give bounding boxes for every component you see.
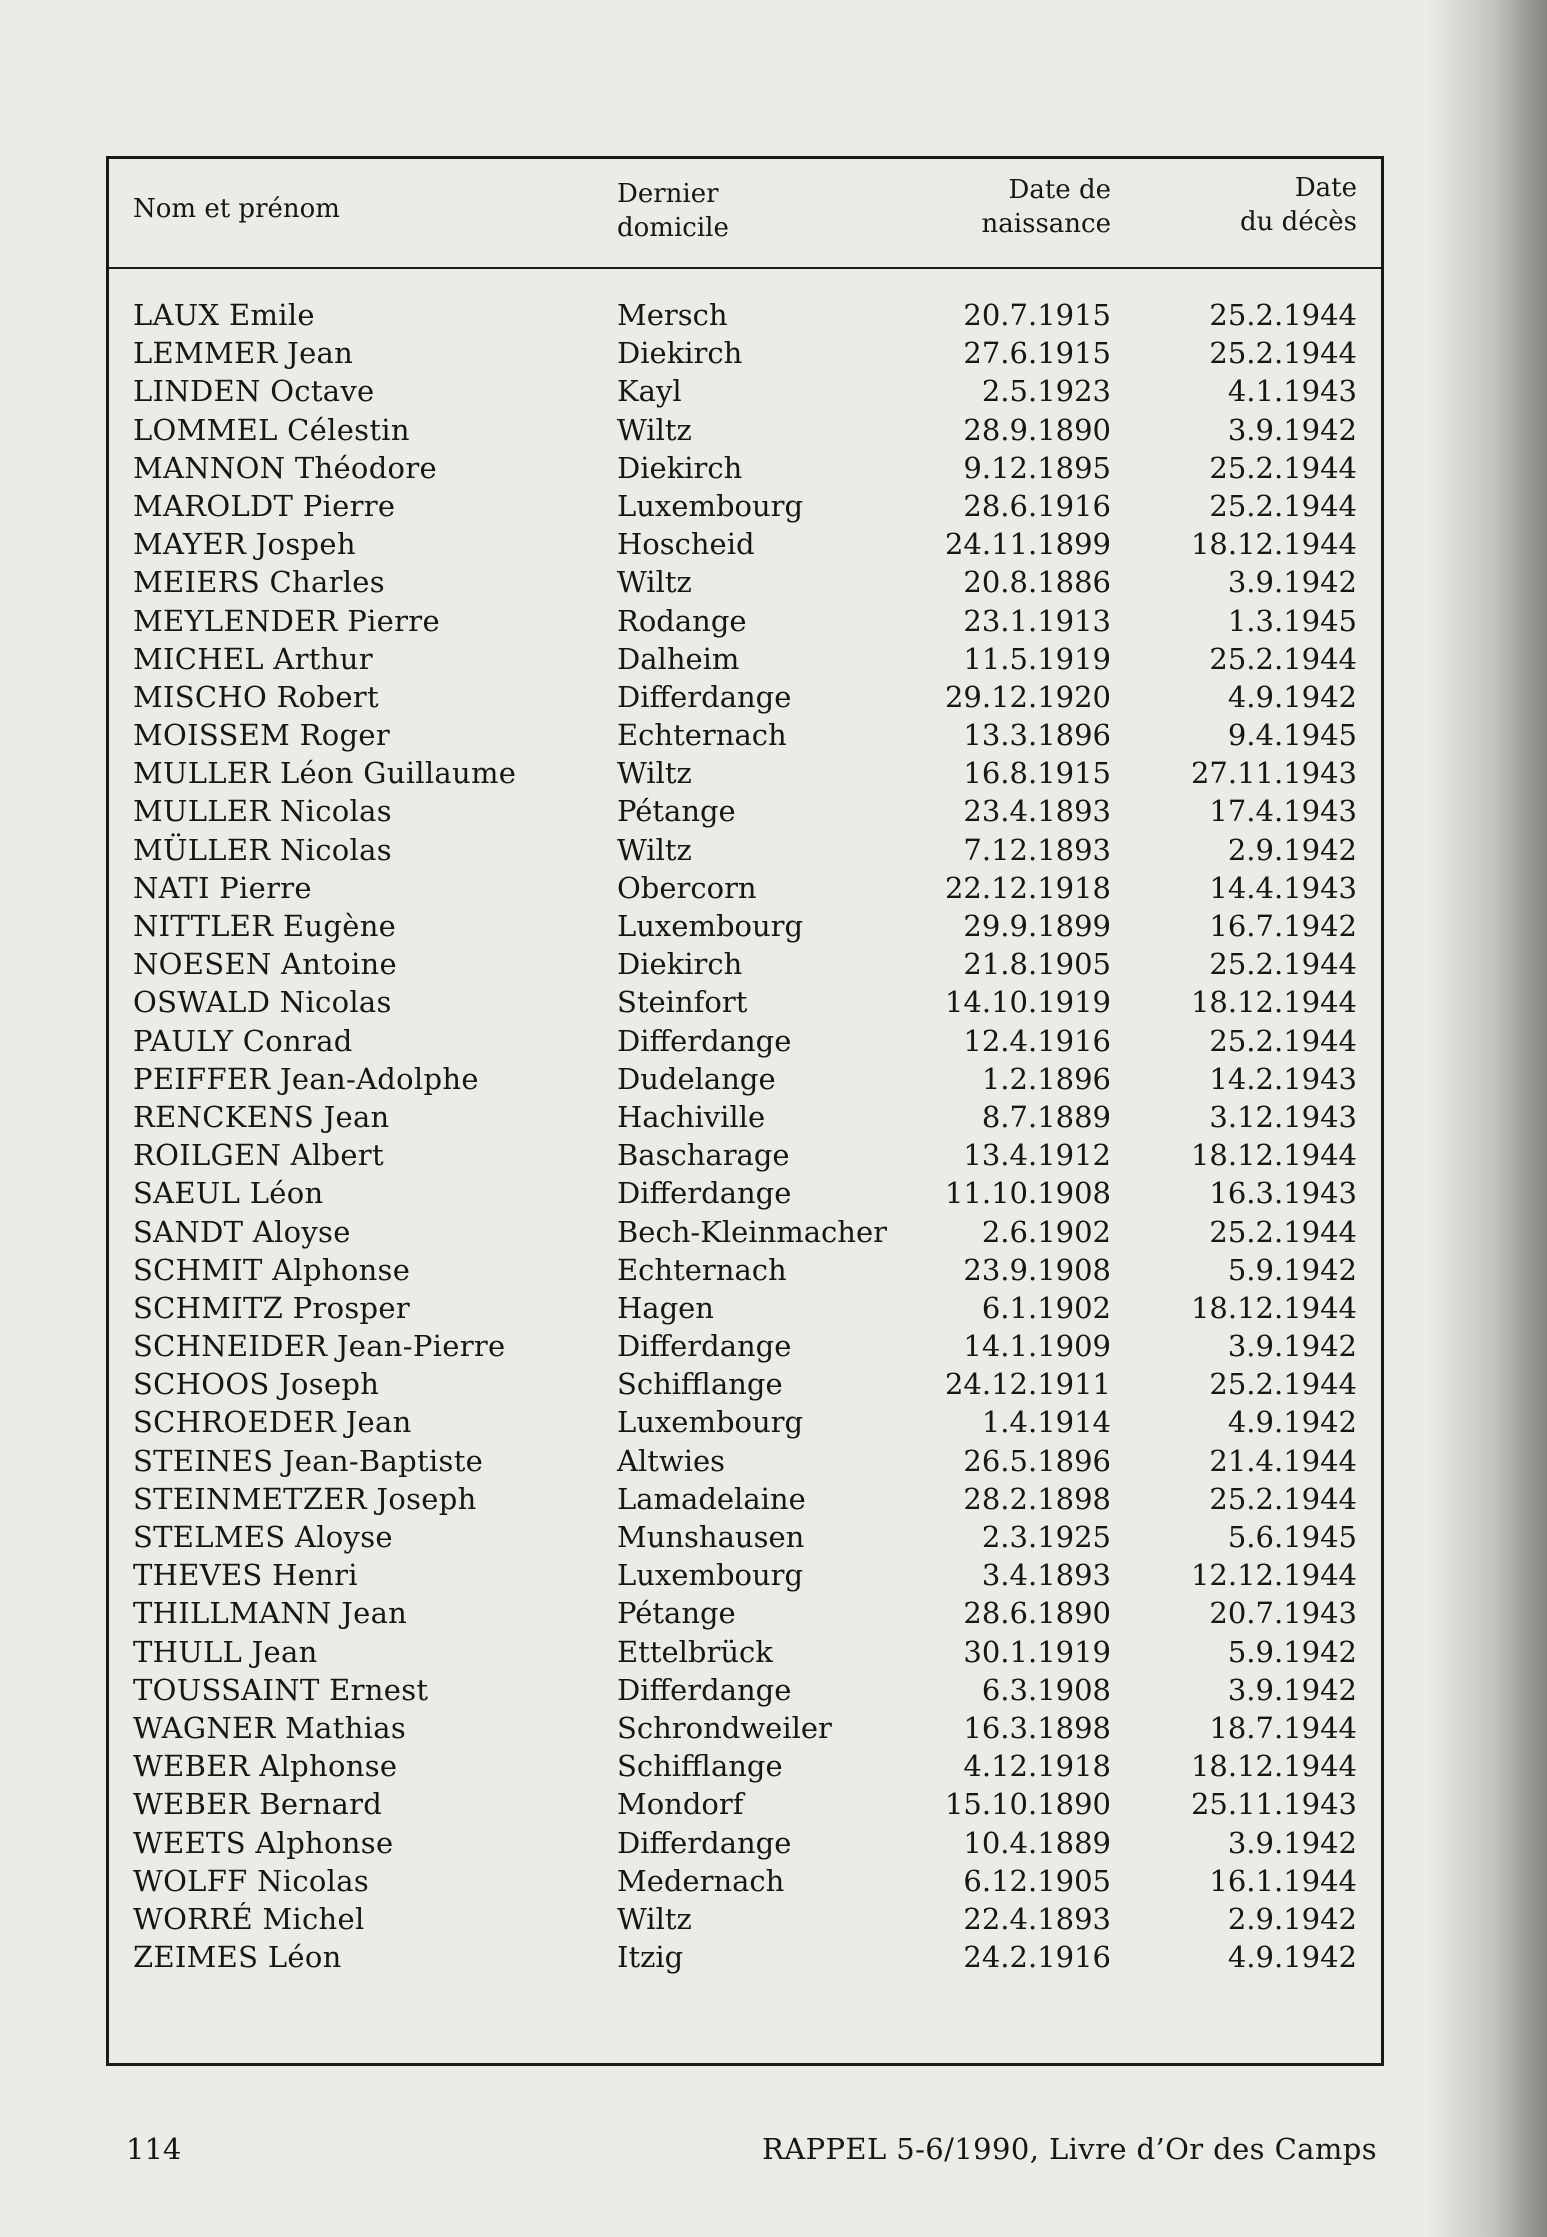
last-domicile: Echternach <box>617 718 787 753</box>
last-domicile: Luxembourg <box>617 488 804 523</box>
person-name: PEIFFER Jean-Adolphe <box>133 1061 479 1096</box>
birth-date: 2.5.1923 <box>981 374 1111 409</box>
death-date: 3.9.1942 <box>1227 1672 1357 1707</box>
birth-date: 6.1.1902 <box>981 1290 1111 1325</box>
birth-date: 22.4.1893 <box>963 1901 1111 1936</box>
last-domicile: Echternach <box>617 1252 787 1287</box>
birth-date: 28.6.1916 <box>963 488 1111 523</box>
person-name: SCHMIT Alphonse <box>133 1252 411 1287</box>
table-row <box>109 678 1381 716</box>
table-row <box>109 487 1381 525</box>
person-name: THULL Jean <box>133 1634 318 1669</box>
birth-date: 13.4.1912 <box>963 1138 1111 1173</box>
person-name: ZEIMES Léon <box>133 1940 342 1975</box>
death-date: 18.12.1944 <box>1190 1138 1357 1173</box>
birth-date: 1.2.1896 <box>981 1061 1111 1096</box>
death-date: 16.1.1944 <box>1209 1863 1357 1898</box>
last-domicile: Diekirch <box>617 336 743 371</box>
birth-date: 16.3.1898 <box>963 1710 1111 1745</box>
last-domicile: Itzig <box>617 1940 684 1975</box>
table-row <box>109 1594 1381 1632</box>
death-date: 3.9.1942 <box>1227 565 1357 600</box>
person-name: NITTLER Eugène <box>133 909 397 943</box>
person-name: TOUSSAINT Ernest <box>133 1672 429 1707</box>
birth-date: 30.1.1919 <box>963 1634 1111 1669</box>
person-name: WORRÉ Michel <box>133 1901 365 1936</box>
person-name: STEINES Jean-Baptiste <box>133 1443 484 1478</box>
table-row <box>109 1900 1381 1938</box>
death-date: 2.9.1942 <box>1227 832 1357 867</box>
death-date: 20.7.1943 <box>1209 1596 1357 1631</box>
last-domicile: Differdange <box>617 1023 792 1058</box>
last-domicile: Differdange <box>617 1176 792 1211</box>
table-row <box>109 1174 1381 1212</box>
birth-date: 11.5.1919 <box>963 641 1111 676</box>
person-name: MOISSEM Roger <box>133 718 391 753</box>
birth-date: 23.9.1908 <box>963 1252 1111 1287</box>
person-name: MAYER Jospeh <box>133 527 356 562</box>
death-date: 3.9.1942 <box>1227 1825 1357 1860</box>
death-date: 25.2.1944 <box>1209 450 1357 485</box>
birth-date: 28.6.1890 <box>963 1596 1111 1631</box>
last-domicile: Pétange <box>617 1596 736 1631</box>
last-domicile: Differdange <box>617 1329 792 1364</box>
death-date: 27.11.1943 <box>1190 756 1357 791</box>
person-name: MULLER Léon Guillaume <box>133 756 517 791</box>
birth-date: 13.3.1896 <box>963 718 1111 753</box>
death-date: 1.3.1945 <box>1227 603 1357 638</box>
table-row <box>109 525 1381 563</box>
last-domicile: Pétange <box>617 794 736 829</box>
last-domicile: Dudelange <box>617 1061 776 1096</box>
person-name: WEETS Alphonse <box>133 1825 394 1860</box>
person-name: SCHMITZ Prosper <box>133 1290 411 1325</box>
table-row <box>109 563 1381 601</box>
last-domicile: Ettelbrück <box>617 1634 773 1669</box>
death-date: 4.9.1942 <box>1227 1405 1357 1440</box>
table-row <box>109 1403 1381 1441</box>
birth-date: 4.12.1918 <box>963 1749 1111 1784</box>
person-name: MANNON Théodore <box>133 450 437 485</box>
birth-date: 21.8.1905 <box>963 947 1111 982</box>
person-name: NATI Pierre <box>133 870 312 905</box>
last-domicile: Lamadelaine <box>617 1481 806 1516</box>
person-name: SCHOOS Joseph <box>133 1367 380 1402</box>
death-date: 14.2.1943 <box>1209 1061 1357 1096</box>
death-date: 18.7.1944 <box>1209 1710 1357 1745</box>
last-domicile: Schrondweiler <box>617 1710 832 1745</box>
person-name: LOMMEL Célestin <box>133 412 410 447</box>
person-name: MULLER Nicolas <box>133 794 392 829</box>
last-domicile: Luxembourg <box>617 909 804 943</box>
person-name: LAUX Emile <box>133 298 315 332</box>
death-date: 25.2.1944 <box>1209 1367 1357 1402</box>
person-name: SAEUL Léon <box>133 1176 324 1211</box>
birth-date: 20.7.1915 <box>963 298 1111 332</box>
last-domicile: Luxembourg <box>617 1405 804 1440</box>
table-row <box>109 411 1381 449</box>
death-date: 5.9.1942 <box>1227 1252 1357 1287</box>
birth-date: 1.4.1914 <box>981 1405 1111 1440</box>
birth-date: 28.2.1898 <box>963 1481 1111 1516</box>
header-name: Nom et prénom <box>133 194 340 224</box>
birth-date: 24.11.1899 <box>944 527 1111 562</box>
last-domicile: Bech-Kleinmacher <box>617 1214 887 1249</box>
birth-date: 9.12.1895 <box>963 450 1111 485</box>
header-death-date: Date du décès <box>1240 173 1357 237</box>
table-row <box>109 831 1381 869</box>
page-number: 114 <box>126 2132 182 2166</box>
birth-date: 26.5.1896 <box>963 1443 1111 1478</box>
person-name: WOLFF Nicolas <box>133 1863 369 1898</box>
table-row <box>109 1251 1381 1289</box>
person-name: LEMMER Jean <box>133 336 354 371</box>
last-domicile: Altwies <box>617 1443 726 1478</box>
person-name: MEYLENDER Pierre <box>133 603 440 638</box>
birth-date: 7.12.1893 <box>963 832 1111 867</box>
last-domicile: Mondorf <box>617 1787 744 1822</box>
birth-date: 2.3.1925 <box>981 1520 1111 1554</box>
death-date: 25.2.1944 <box>1209 1481 1357 1516</box>
table-header <box>109 159 1381 269</box>
birth-date: 29.9.1899 <box>963 909 1111 943</box>
table-row <box>109 602 1381 640</box>
person-name: MEIERS Charles <box>133 565 385 600</box>
person-name: THILLMANN Jean <box>133 1596 408 1631</box>
table-row <box>109 1480 1381 1518</box>
table-row <box>109 640 1381 678</box>
death-date: 14.4.1943 <box>1209 870 1357 905</box>
birth-date: 22.12.1918 <box>944 870 1111 905</box>
birth-date: 6.12.1905 <box>963 1863 1111 1898</box>
last-domicile: Mersch <box>617 298 728 332</box>
death-date: 18.12.1944 <box>1190 985 1357 1020</box>
table-row <box>109 792 1381 830</box>
death-date: 2.9.1942 <box>1227 1901 1357 1936</box>
death-date: 21.4.1944 <box>1209 1443 1357 1478</box>
birth-date: 12.4.1916 <box>963 1023 1111 1058</box>
table-row <box>109 334 1381 372</box>
last-domicile: Kayl <box>617 374 682 409</box>
table-row <box>109 372 1381 410</box>
birth-date: 16.8.1915 <box>963 756 1111 791</box>
table-row <box>109 1709 1381 1747</box>
table-row <box>109 945 1381 983</box>
table-row <box>109 1327 1381 1365</box>
death-date: 25.2.1944 <box>1209 298 1357 332</box>
last-domicile: Dalheim <box>617 641 740 676</box>
last-domicile: Munshausen <box>617 1520 805 1554</box>
death-date: 18.12.1944 <box>1190 1290 1357 1325</box>
last-domicile: Wiltz <box>617 832 692 867</box>
person-name: MISCHO Robert <box>133 679 379 714</box>
table-row <box>109 1938 1381 1976</box>
table-row <box>109 1022 1381 1060</box>
person-name: SANDT Aloyse <box>133 1214 351 1249</box>
death-date: 18.12.1944 <box>1190 527 1357 562</box>
last-domicile: Schifflange <box>617 1367 783 1402</box>
birth-date: 24.2.1916 <box>963 1940 1111 1975</box>
death-date: 16.7.1942 <box>1209 909 1357 943</box>
person-name: MAROLDT Pierre <box>133 488 396 523</box>
death-date: 17.4.1943 <box>1209 794 1357 829</box>
table-row <box>109 1289 1381 1327</box>
table-row <box>109 1213 1381 1251</box>
last-domicile: Wiltz <box>617 756 692 791</box>
death-date: 25.2.1944 <box>1209 1214 1357 1249</box>
death-date: 4.9.1942 <box>1227 1940 1357 1975</box>
death-date: 25.11.1943 <box>1190 1787 1357 1822</box>
table-row <box>109 1862 1381 1900</box>
birth-date: 3.4.1893 <box>981 1558 1111 1593</box>
table-row <box>109 1556 1381 1594</box>
person-name: PAULY Conrad <box>133 1023 353 1058</box>
table-row <box>109 1824 1381 1862</box>
page-binding-shadow <box>1427 0 1547 2237</box>
table-row <box>109 869 1381 907</box>
death-date: 3.9.1942 <box>1227 412 1357 447</box>
person-name: OSWALD Nicolas <box>133 985 392 1020</box>
last-domicile: Hoscheid <box>617 527 755 562</box>
table-row <box>109 983 1381 1021</box>
person-name: WEBER Bernard <box>133 1787 383 1822</box>
last-domicile: Schifflange <box>617 1749 783 1784</box>
last-domicile: Wiltz <box>617 565 692 600</box>
table-body <box>109 296 1381 1976</box>
person-name: WAGNER Mathias <box>133 1710 407 1745</box>
death-date: 16.3.1943 <box>1209 1176 1357 1211</box>
table-row <box>109 907 1381 945</box>
table-row <box>109 1365 1381 1403</box>
last-domicile: Hachiville <box>617 1099 766 1134</box>
death-date: 5.9.1942 <box>1227 1634 1357 1669</box>
person-name: WEBER Alphonse <box>133 1749 398 1784</box>
person-name: SCHROEDER Jean <box>133 1405 412 1440</box>
death-date: 12.12.1944 <box>1190 1558 1357 1593</box>
person-name: SCHNEIDER Jean-Pierre <box>133 1329 506 1364</box>
last-domicile: Obercorn <box>617 870 757 905</box>
header-domicile: Dernier domicile <box>617 179 729 243</box>
death-date: 25.2.1944 <box>1209 641 1357 676</box>
death-date: 9.4.1945 <box>1227 718 1357 753</box>
source-citation: RAPPEL 5-6/1990, Livre d’Or des Camps <box>762 2132 1378 2166</box>
table-row <box>109 1671 1381 1709</box>
birth-date: 23.4.1893 <box>963 794 1111 829</box>
death-date: 5.6.1945 <box>1227 1520 1357 1554</box>
table-row <box>109 1518 1381 1556</box>
last-domicile: Bascharage <box>617 1138 790 1173</box>
person-name: LINDEN Octave <box>133 374 375 409</box>
table-row <box>109 1747 1381 1785</box>
table-row <box>109 1785 1381 1823</box>
memorial-table <box>106 156 1384 2066</box>
person-name: STELMES Aloyse <box>133 1520 393 1554</box>
birth-date: 24.12.1911 <box>944 1367 1111 1402</box>
birth-date: 28.9.1890 <box>963 412 1111 447</box>
person-name: NOESEN Antoine <box>133 947 397 982</box>
last-domicile: Diekirch <box>617 450 743 485</box>
birth-date: 23.1.1913 <box>963 603 1111 638</box>
table-row <box>109 754 1381 792</box>
table-row <box>109 1098 1381 1136</box>
person-name: RENCKENS Jean <box>133 1099 390 1134</box>
birth-date: 14.1.1909 <box>963 1329 1111 1364</box>
last-domicile: Differdange <box>617 1825 792 1860</box>
birth-date: 8.7.1889 <box>981 1099 1111 1134</box>
last-domicile: Luxembourg <box>617 1558 804 1593</box>
last-domicile: Differdange <box>617 1672 792 1707</box>
person-name: ROILGEN Albert <box>133 1138 384 1173</box>
death-date: 3.12.1943 <box>1209 1099 1357 1134</box>
person-name: STEINMETZER Joseph <box>133 1481 477 1516</box>
birth-date: 2.6.1902 <box>981 1214 1111 1249</box>
death-date: 25.2.1944 <box>1209 947 1357 982</box>
last-domicile: Differdange <box>617 679 792 714</box>
death-date: 4.1.1943 <box>1227 374 1357 409</box>
last-domicile: Hagen <box>617 1290 714 1325</box>
birth-date: 11.10.1908 <box>944 1176 1111 1211</box>
death-date: 4.9.1942 <box>1227 679 1357 714</box>
birth-date: 20.8.1886 <box>963 565 1111 600</box>
death-date: 25.2.1944 <box>1209 488 1357 523</box>
last-domicile: Wiltz <box>617 412 692 447</box>
birth-date: 6.3.1908 <box>981 1672 1111 1707</box>
header-birth-date: Date de naissance <box>981 175 1111 239</box>
person-name: THEVES Henri <box>133 1558 358 1593</box>
table-row <box>109 1060 1381 1098</box>
last-domicile: Steinfort <box>617 985 748 1020</box>
person-name: MÜLLER Nicolas <box>133 832 392 867</box>
birth-date: 15.10.1890 <box>944 1787 1111 1822</box>
table-row <box>109 1442 1381 1480</box>
table-row <box>109 296 1381 334</box>
table-row <box>109 1136 1381 1174</box>
last-domicile: Rodange <box>617 603 747 638</box>
table-row <box>109 449 1381 487</box>
death-date: 25.2.1944 <box>1209 1023 1357 1058</box>
table-row <box>109 716 1381 754</box>
death-date: 18.12.1944 <box>1190 1749 1357 1784</box>
death-date: 3.9.1942 <box>1227 1329 1357 1364</box>
last-domicile: Wiltz <box>617 1901 692 1936</box>
birth-date: 29.12.1920 <box>944 679 1111 714</box>
birth-date: 14.10.1919 <box>944 985 1111 1020</box>
table-row <box>109 1633 1381 1671</box>
last-domicile: Diekirch <box>617 947 743 982</box>
last-domicile: Medernach <box>617 1863 785 1898</box>
person-name: MICHEL Arthur <box>133 641 373 676</box>
birth-date: 27.6.1915 <box>963 336 1111 371</box>
birth-date: 10.4.1889 <box>963 1825 1111 1860</box>
death-date: 25.2.1944 <box>1209 336 1357 371</box>
